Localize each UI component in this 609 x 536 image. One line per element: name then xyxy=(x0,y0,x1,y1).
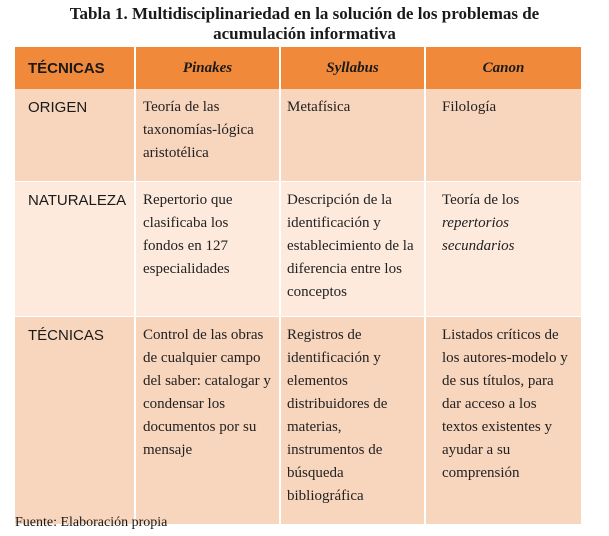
table-title xyxy=(0,4,609,44)
table-header-row xyxy=(15,47,581,89)
cell-naturaleza-canon-text: Teoría de los xyxy=(442,192,520,208)
table-row-origen xyxy=(15,89,581,182)
row-label-origen: ORIGEN xyxy=(15,89,135,182)
table-title-line-2: acumulación informativa xyxy=(213,24,396,43)
row-label-naturaleza: NATURALEZA xyxy=(15,182,135,317)
table-row-tecnicas xyxy=(15,317,581,525)
column-header-canon: Canon xyxy=(425,47,581,89)
data-table xyxy=(15,47,581,524)
column-header-pinakes: Pinakes xyxy=(135,47,280,89)
cell-tecnicas-canon: Listados críticos de los autores-modelo y de sus títulos, para dar acceso a los textos existentes y ayudar a su comprensión xyxy=(425,317,581,525)
table-title-line-1: Tabla 1. Multidisciplinariedad en la solución de los problemas de xyxy=(69,4,540,23)
cell-naturaleza-syllabus: Descripción de la identificación y establecimiento de la diferencia entre los conceptos xyxy=(280,182,425,317)
cell-tecnicas-pinakes: Control de las obras de cualquier campo del saber: catalogar y condensar los documentos por su mensaje xyxy=(135,317,280,525)
cell-naturaleza-canon-italic: repertorios secundarios xyxy=(442,215,515,254)
column-header-tecnicas: TÉCNICAS xyxy=(15,47,135,89)
cell-origen-syllabus: Metafísica xyxy=(280,89,425,182)
cell-naturaleza-canon xyxy=(425,182,581,317)
table-row-naturaleza xyxy=(15,182,581,317)
column-header-syllabus: Syllabus xyxy=(280,47,425,89)
cell-origen-pinakes: Teoría de las taxonomías-lógica aristotélica xyxy=(135,89,280,182)
cell-naturaleza-pinakes: Repertorio que clasificaba los fondos en 127 especialidades xyxy=(135,182,280,317)
table-source-note: Fuente: Elaboración propia xyxy=(15,515,168,530)
cell-origen-canon: Filología xyxy=(425,89,581,182)
row-label-tecnicas: TÉCNICAS xyxy=(15,317,135,525)
cell-tecnicas-syllabus: Registros de identificación y elementos distribuidores de materias, instrumentos de búsqueda bibliográfica xyxy=(280,317,425,525)
